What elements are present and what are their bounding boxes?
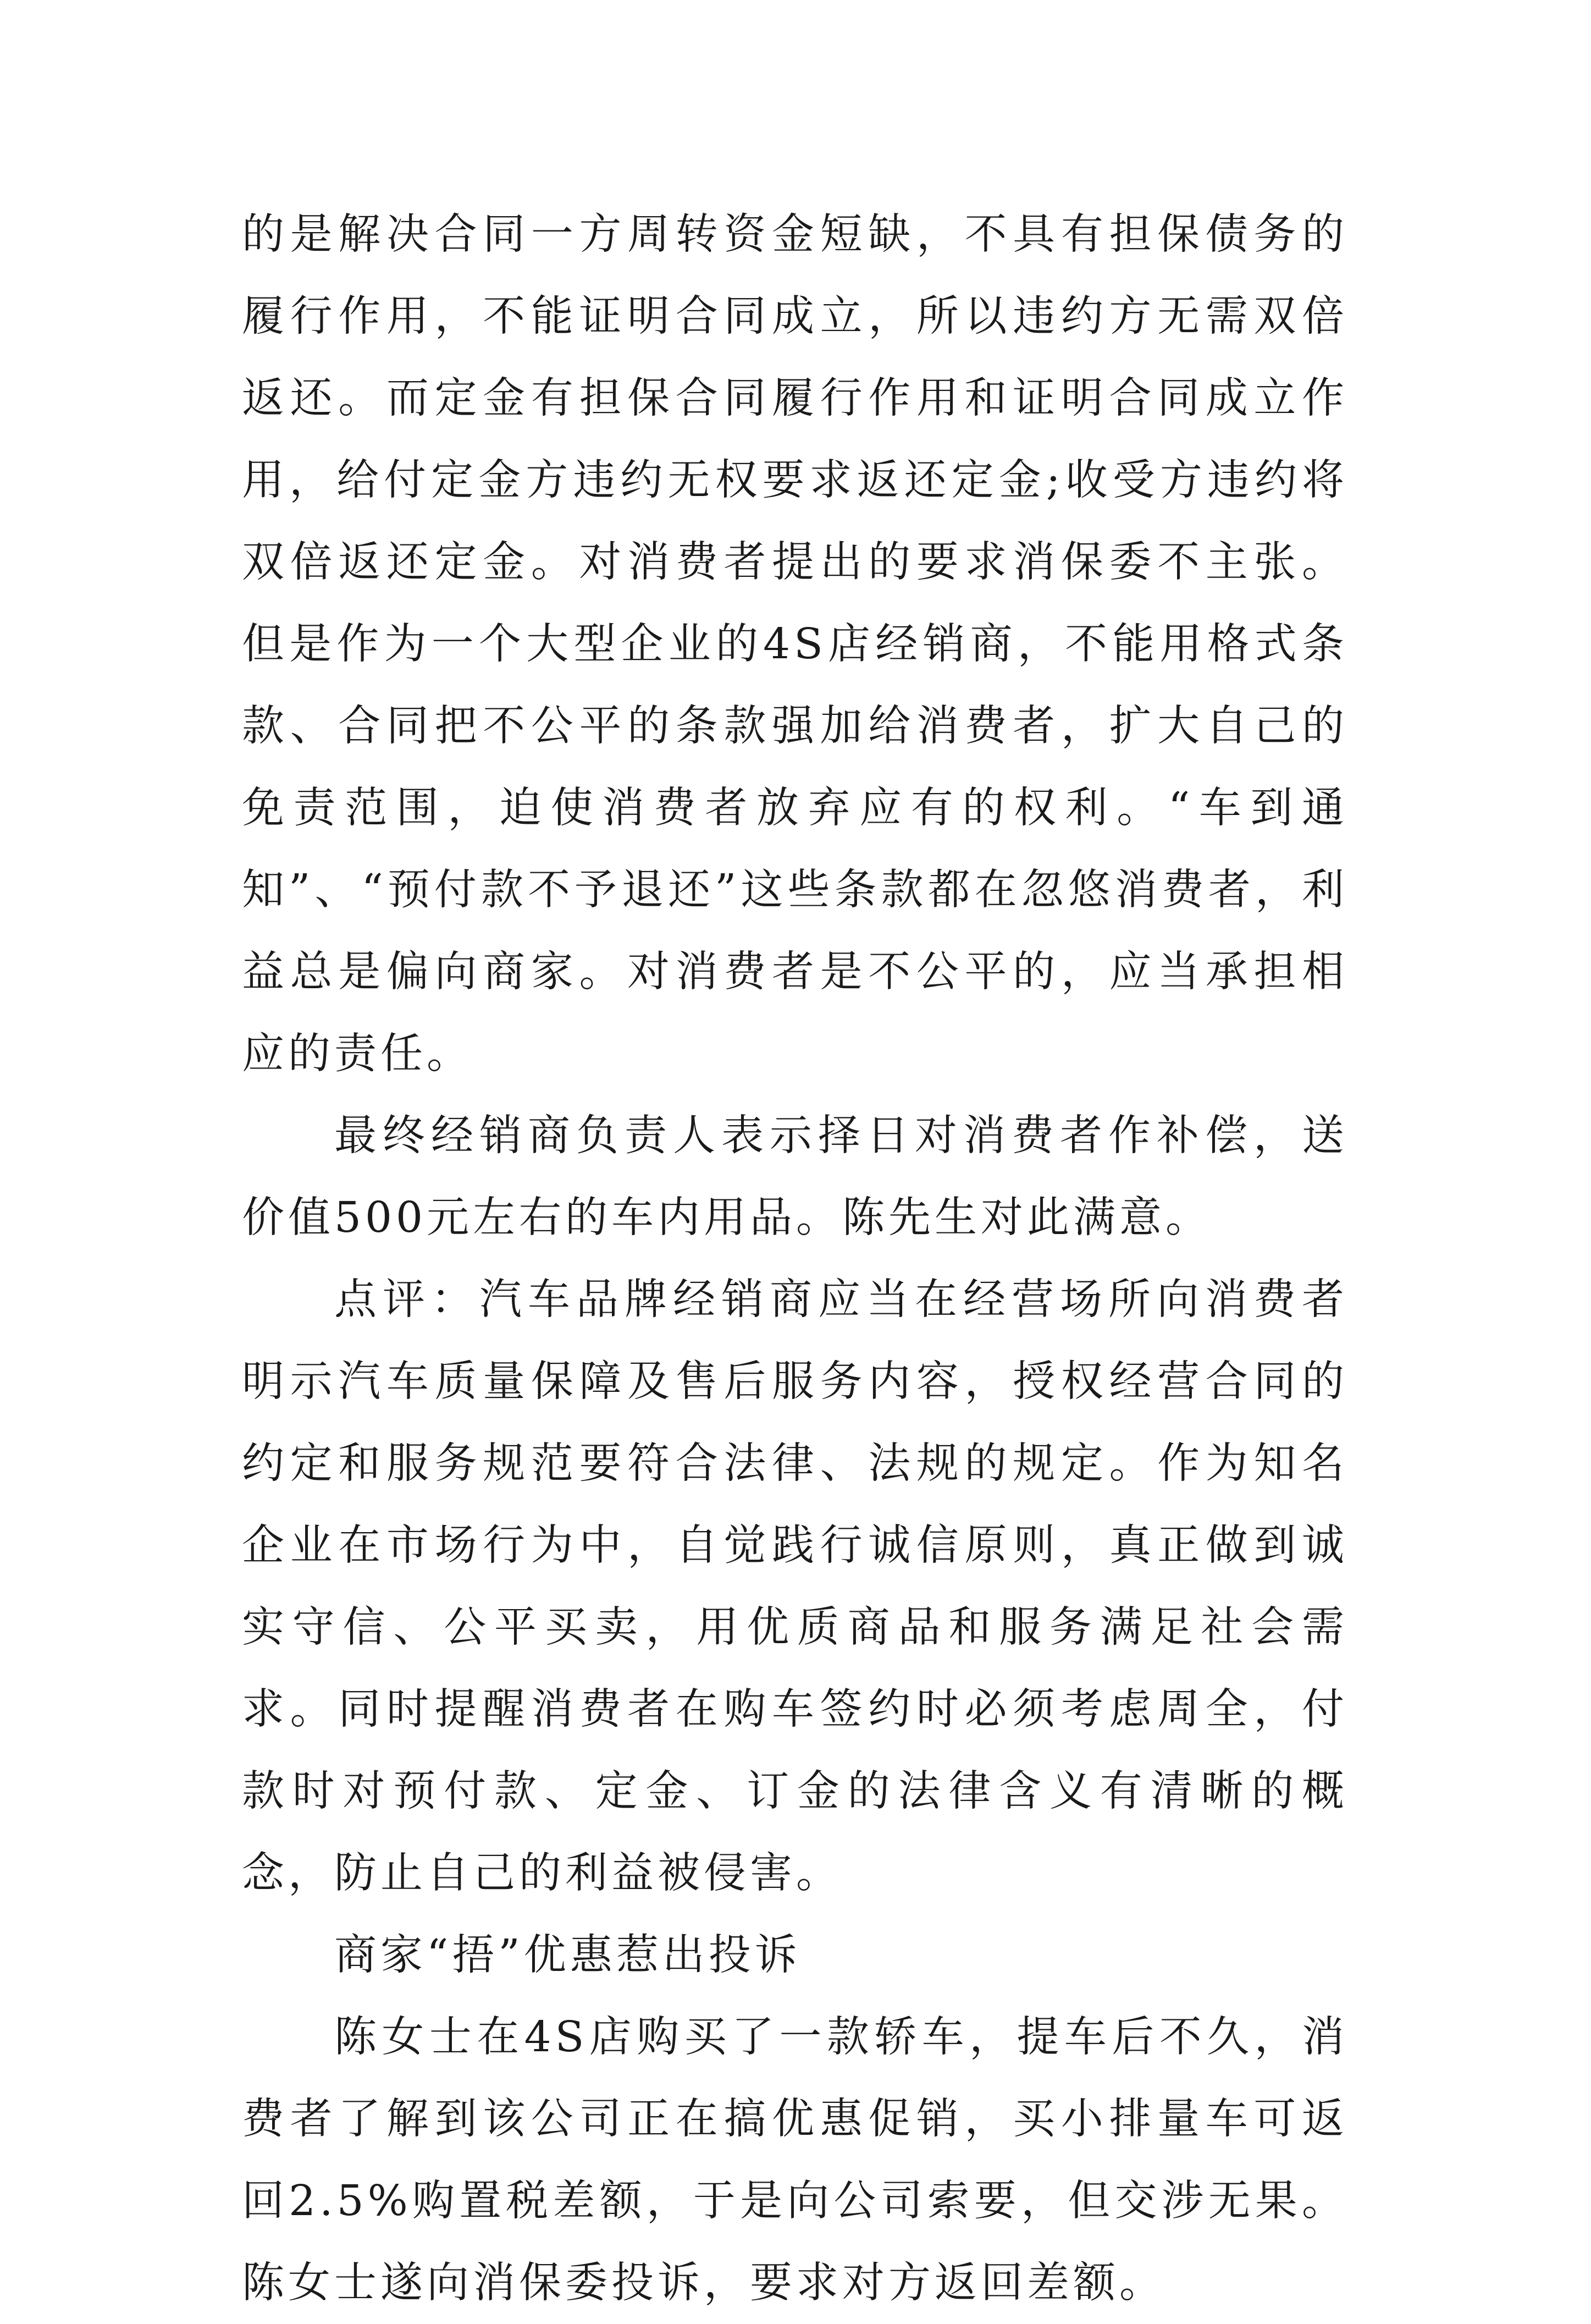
section-heading: 商家“捂”优惠惹出投诉 — [334, 1931, 801, 1980]
paragraph-commentary: 点评：汽车品牌经销商应当在经营场所向消费者明示汽车质量保障及售后服务内容，授权经营合同的约定和服务规范要符合法律、法规的规定。作为知名企业在市场行为中，自觉践行诚信原则，真正做到诚实守信、公平买卖，用优质商品和服务满足社会需求。同时提醒消费者在购车签约时必须考虑周全，付款时对预付款、定金、订金的法律含义有清晰的概念，防止自己的利益被侵害。 — [242, 1275, 1348, 1898]
paragraph-case: 陈女士在4S店购买了一款轿车，提车后不久，消费者了解到该公司正在搞优惠促销，买小排量车可返回2.5%购置税差额，于是向公司索要，但交涉无果。陈女士遂向消保委投诉，要求对方返回差额。 — [242, 2013, 1348, 2308]
paragraph-continuation: 的是解决合同一方周转资金短缺，不具有担保债务的履行作用，不能证明合同成立，所以违约方无需双倍返还。而定金有担保合同履行作用和证明合同成立作用，给付定金方违约无权要求返还定金;收受方违约将双倍返还定金。对消费者提出的要求消保委不主张。但是作为一个大型企业的4S店经销商，不能用格式条款、合同把不公平的条款强加给消费者，扩大自己的免责范围，迫使消费者放弃应有的权利。“车到通知”、“预付款不予退还”这些条款都在忽悠消费者，利益总是偏向商家。对消费者是不公平的，应当承担相应的责任。 — [242, 210, 1348, 1078]
paragraph-compensation: 最终经销商负责人表示择日对消费者作补偿，送价值500元左右的车内用品。陈先生对此满意。 — [242, 1111, 1348, 1242]
body-text — [242, 194, 1348, 2324]
